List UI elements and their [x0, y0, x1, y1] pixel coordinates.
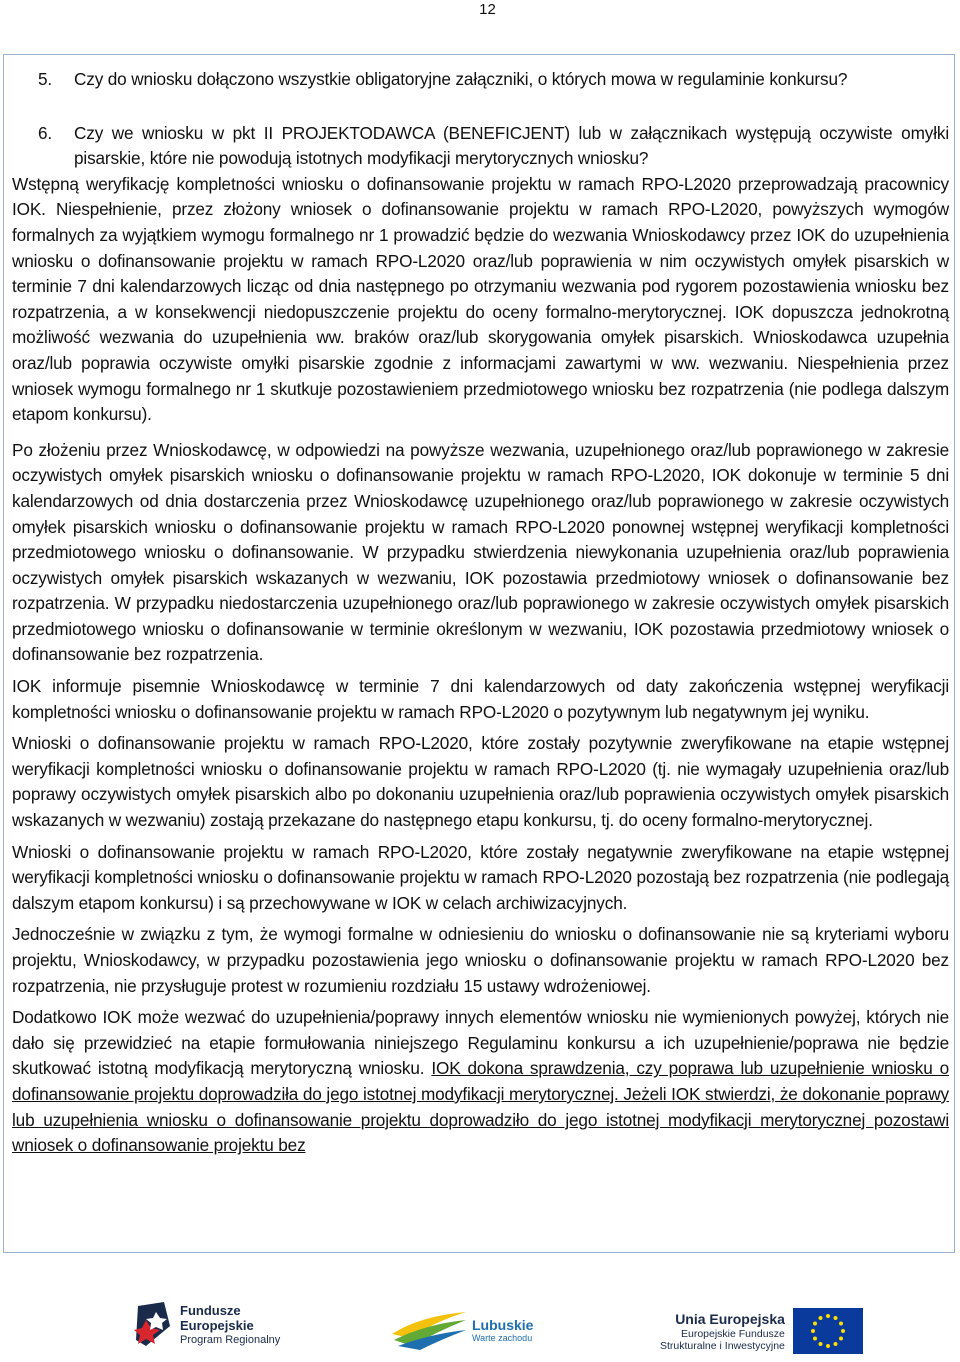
paragraph-no-protest: Jednocześnie w związku z tym, że wymogi formalne w odniesieniu do wniosku o dofinansowanie nie są kryteriami wyboru projektu, Wnioskodawcy, w przypadku pozostawienia jego wniosku o dofinansowanie projektu w ramach RPO-L2020 bez rozpatrzenia, nie przysługuje protest w rozumieniu rozdziału 15 ustawy wdrożeniowej.: [12, 924, 949, 996]
document-body: [12, 67, 949, 1159]
ue-line3: Strukturalne i Inwestycyjne: [660, 1339, 785, 1352]
paragraph-plain-text: Dodatkowo IOK może wezwać do uzupełnienia/poprawy innych elementów wniosku nie wymienionych powyżej, których nie dało się przewidzieć na etapie formułowania niniejszego Regulaminu konkursu a ich uzupełnienie/poprawa nie będzie skutkować istotną modyfikacją merytoryczną wniosku.: [12, 1007, 949, 1079]
eu-star: [841, 1329, 845, 1333]
footer-logos: [0, 1290, 960, 1362]
eu-star: [813, 1322, 817, 1326]
ue-line1: Unia Europejska: [675, 1310, 785, 1327]
eu-star: [839, 1337, 843, 1341]
fundusze-europejskie-logo: [134, 1300, 280, 1350]
lubuskie-line2: Warte zachodu: [472, 1333, 533, 1343]
eu-star: [826, 1344, 830, 1348]
content-frame: [3, 54, 955, 1253]
eu-star: [833, 1342, 837, 1346]
fundusze-europejskie-star-icon: [134, 1300, 174, 1350]
lubuskie-logo: [390, 1308, 533, 1352]
question-text: Czy we wniosku w pkt II PROJEKTODAWCA (BENEFICJENT) lub w załącznikach występują oczywiste omyłki pisarskie, które nie powodują istotnych modyfikacji merytorycznych wniosku?: [74, 122, 949, 169]
question-5: [12, 67, 949, 93]
page-number: 12: [479, 1, 496, 18]
unia-europejska-logo: [660, 1308, 863, 1354]
question-number: 5.: [38, 69, 53, 89]
lubuskie-line1: Lubuskie: [472, 1317, 534, 1333]
fe-line2: Europejskie: [180, 1317, 254, 1333]
eu-star: [833, 1316, 837, 1320]
lubuskie-waves-icon: [390, 1308, 468, 1352]
eu-star: [818, 1316, 822, 1320]
paragraph-positive-verification: Wnioski o dofinansowanie projektu w ramach RPO-L2020, które zostały pozytywnie zweryfikowane na etapie wstępnej weryfikacji kompletności wniosku o dofinansowanie projektu w ramach RPO-L2020 (tj. nie wymagały uzupełnienia oraz/lub poprawy oczywistych omyłek pisarskich albo po dokonaniu uzupełnienia oraz/lub poprawienia oczywistych omyłek pisarskich wskazanych w wezwaniu) zostają przekazane do następnego etapu konkursu, tj. do oceny formalno-merytorycznej.: [12, 733, 949, 831]
paragraph-additional-request: [12, 1005, 949, 1159]
eu-star: [811, 1329, 815, 1333]
question-6: [12, 121, 949, 172]
eu-flag-icon: [793, 1308, 863, 1354]
fe-line3: Program Regionalny: [180, 1333, 281, 1346]
paragraph-initial-verification: Wstępną weryfikację kompletności wniosku o dofinansowanie projektu w ramach RPO-L2020 przeprowadzają pracownicy IOK. Niespełnienie, przez złożony wniosek o dofinansowanie projektu w ramach RPO-L2020, powyższych wymogów formalnych za wyjątkiem wymogu formalnego nr 1 prowadzić będzie do wezwania Wnioskodawcy przez IOK do uzupełnienia wniosku o dofinansowanie projektu w ramach RPO-L2020 oraz/lub poprawienia w nim oczywistych omyłek pisarskich w terminie 7 dni kalendarzowych licząc od dnia następnego po otrzymaniu wezwania pod rygorem pozostawienia wniosku bez rozpatrzenia, a w konsekwencji niedopuszczenie projektu do oceny formalno-merytorycznej. IOK dopuszcza jednokrotną możliwość wezwania do uzupełnienia ww. braków oraz/lub skorygowania omyłek pisarskich. Wnioskodawca uzupełnia oraz/lub poprawia oczywiste omyłki pisarskie zgodnie z informacjami zawartymi w ww. wezwaniu. Niespełnienia przez wniosek wymogu formalnego nr 1 skutkuje pozostawieniem przedmiotowego wniosku bez rozpatrzenia (nie podlega dalszym etapom konkursu).: [12, 173, 949, 425]
paragraph-underlined-text: IOK dokona sprawdzenia, czy poprawa lub uzupełnienie wniosku o dofinansowanie projektu doprowadziła do jego istotnej modyfikacji merytorycznej. Jeżeli IOK stwierdzi, że dokonanie poprawy lub uzupełnienia wniosku o dofinansowanie projektu doprowadziło do jego istotnej modyfikacji merytorycznej pozostawi wniosek o dofinansowanie projektu bez: [12, 1058, 949, 1156]
eu-star: [839, 1322, 843, 1326]
eu-star: [826, 1314, 830, 1318]
paragraph-after-submission: Po złożeniu przez Wnioskodawcę, w odpowiedzi na powyższe wezwania, uzupełnionego oraz/lub poprawionego w zakresie oczywistych omyłek pisarskich wniosku o dofinansowanie projektu w ramach RPO-L2020, IOK dokonuje w terminie 5 dni kalendarzowych od dnia dostarczenia przez Wnioskodawcę uzupełnionego oraz/lub poprawionego w zakresie oczywistych omyłek pisarskich wniosku o dofinansowanie projektu w ramach RPO-L2020 ponownej wstępnej weryfikacji kompletności przedmiotowego wniosku o dofinansowanie. W przypadku stwierdzenia niewykonania uzupełnienia oraz/lub poprawienia oczywistych omyłek pisarskich wskazanych w wezwaniu, IOK pozostawia przedmiotowy wniosek o dofinansowanie bez rozpatrzenia. W przypadku niedostarczenia uzupełnionego oraz/lub poprawionego w zakresie oczywistych omyłek pisarskich przedmiotowego wniosku o dofinansowanie w terminie określonym w wezwaniu, IOK pozostawia przedmiotowy wniosek o dofinansowanie bez rozpatrzenia.: [12, 439, 949, 665]
question-text: Czy do wniosku dołączono wszystkie obligatoryjne załączniki, o których mowa w regulaminie konkursu?: [74, 69, 848, 89]
eu-star: [813, 1337, 817, 1341]
paragraph-negative-verification: Wnioski o dofinansowanie projektu w ramach RPO-L2020, które zostały negatywnie zweryfikowane na etapie wstępnej weryfikacji kompletności wniosku o dofinansowanie projektu w ramach RPO-L2020 pozostają bez rozpatrzenia (nie podlegają dalszym etapom konkursu) i są przechowywane w IOK w celach archiwizacyjnych.: [12, 841, 949, 913]
eu-star: [818, 1342, 822, 1346]
fe-line1: Fundusze: [180, 1302, 241, 1318]
question-number: 6.: [38, 122, 53, 143]
paragraph-iok-informs: IOK informuje pisemnie Wnioskodawcę w terminie 7 dni kalendarzowych od daty zakończenia wstępnej weryfikacji kompletności wniosku o dofinansowanie projektu w ramach RPO-L2020 o pozytywnym lub negatywnym jej wyniku.: [12, 676, 949, 722]
ue-line2: Europejskie Fundusze: [680, 1327, 785, 1340]
